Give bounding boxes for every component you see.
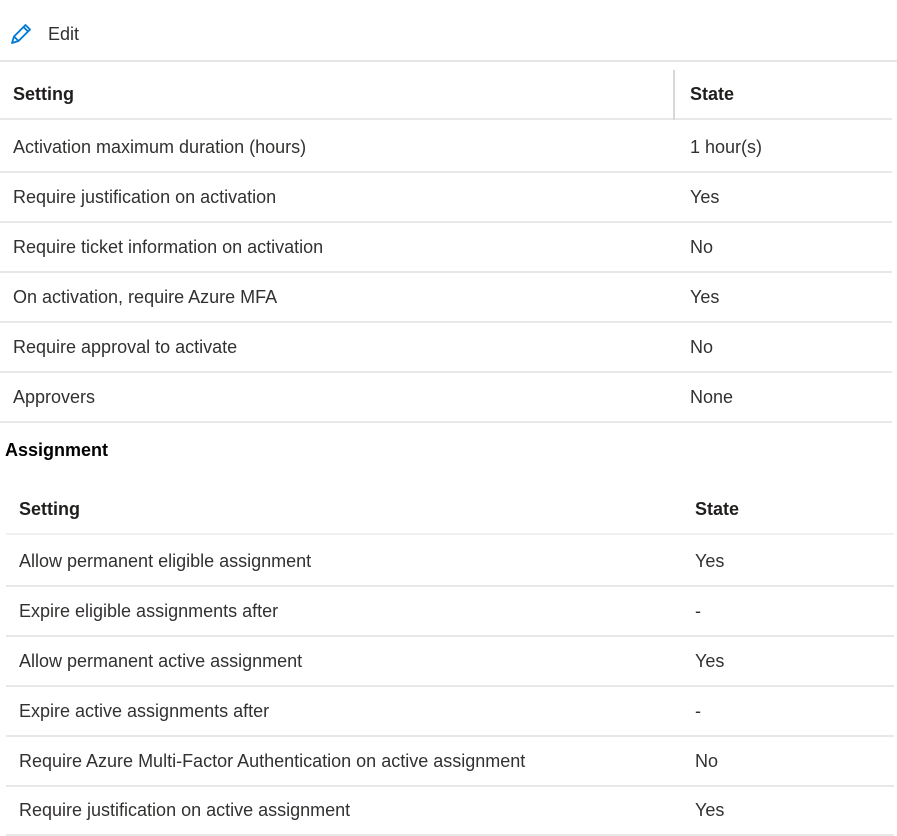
table-row — [0, 273, 892, 323]
divider — [0, 60, 897, 62]
setting-label: Require justification on activation — [13, 186, 277, 207]
column-header-state[interactable]: State — [690, 83, 735, 104]
table-row — [6, 737, 894, 787]
state-value: Yes — [695, 799, 725, 820]
setting-label: Expire active assignments after — [19, 700, 270, 721]
state-value: No — [695, 750, 719, 771]
state-value: Yes — [695, 550, 725, 571]
setting-label: Activation maximum duration (hours) — [13, 136, 307, 157]
setting-label: Approvers — [13, 386, 96, 407]
state-value: Yes — [690, 286, 720, 307]
table-row — [0, 173, 892, 223]
table-row — [6, 537, 894, 587]
column-header-setting: Setting — [19, 498, 80, 519]
table-row — [6, 637, 894, 687]
state-value: No — [690, 236, 714, 257]
setting-label: Expire eligible assignments after — [19, 600, 279, 621]
state-value: No — [690, 336, 714, 357]
state-value: 1 hour(s) — [690, 136, 763, 157]
setting-label: Require approval to activate — [13, 336, 238, 357]
setting-label: Allow permanent eligible assignment — [19, 550, 312, 571]
table-header-row — [0, 70, 892, 120]
setting-label: On activation, require Azure MFA — [13, 286, 278, 307]
command-bar — [0, 0, 897, 60]
table-row — [0, 373, 892, 423]
state-value: Yes — [695, 650, 725, 671]
state-value: - — [695, 700, 701, 721]
table-row — [6, 587, 894, 637]
column-resize-handle[interactable] — [673, 70, 675, 120]
table-row — [0, 223, 892, 273]
table-header-row — [6, 485, 894, 535]
table-row — [0, 123, 892, 173]
state-value: Yes — [690, 186, 720, 207]
pencil-icon — [8, 21, 34, 47]
edit-button[interactable] — [8, 19, 79, 49]
edit-label: Edit — [48, 23, 80, 44]
setting-label: Require Azure Multi-Factor Authentication on active assignment — [19, 750, 526, 771]
setting-label: Require ticket information on activation — [13, 236, 324, 257]
state-value: - — [695, 600, 701, 621]
table-row — [6, 687, 894, 737]
column-header-setting[interactable]: Setting — [13, 83, 74, 104]
section-title-assignment: Assignment — [5, 440, 109, 460]
column-header-state: State — [695, 498, 740, 519]
setting-label: Require justification on active assignment — [19, 799, 351, 820]
table-row — [6, 786, 894, 836]
table-row — [0, 323, 892, 373]
state-value: None — [690, 386, 734, 407]
setting-label: Allow permanent active assignment — [19, 650, 303, 671]
